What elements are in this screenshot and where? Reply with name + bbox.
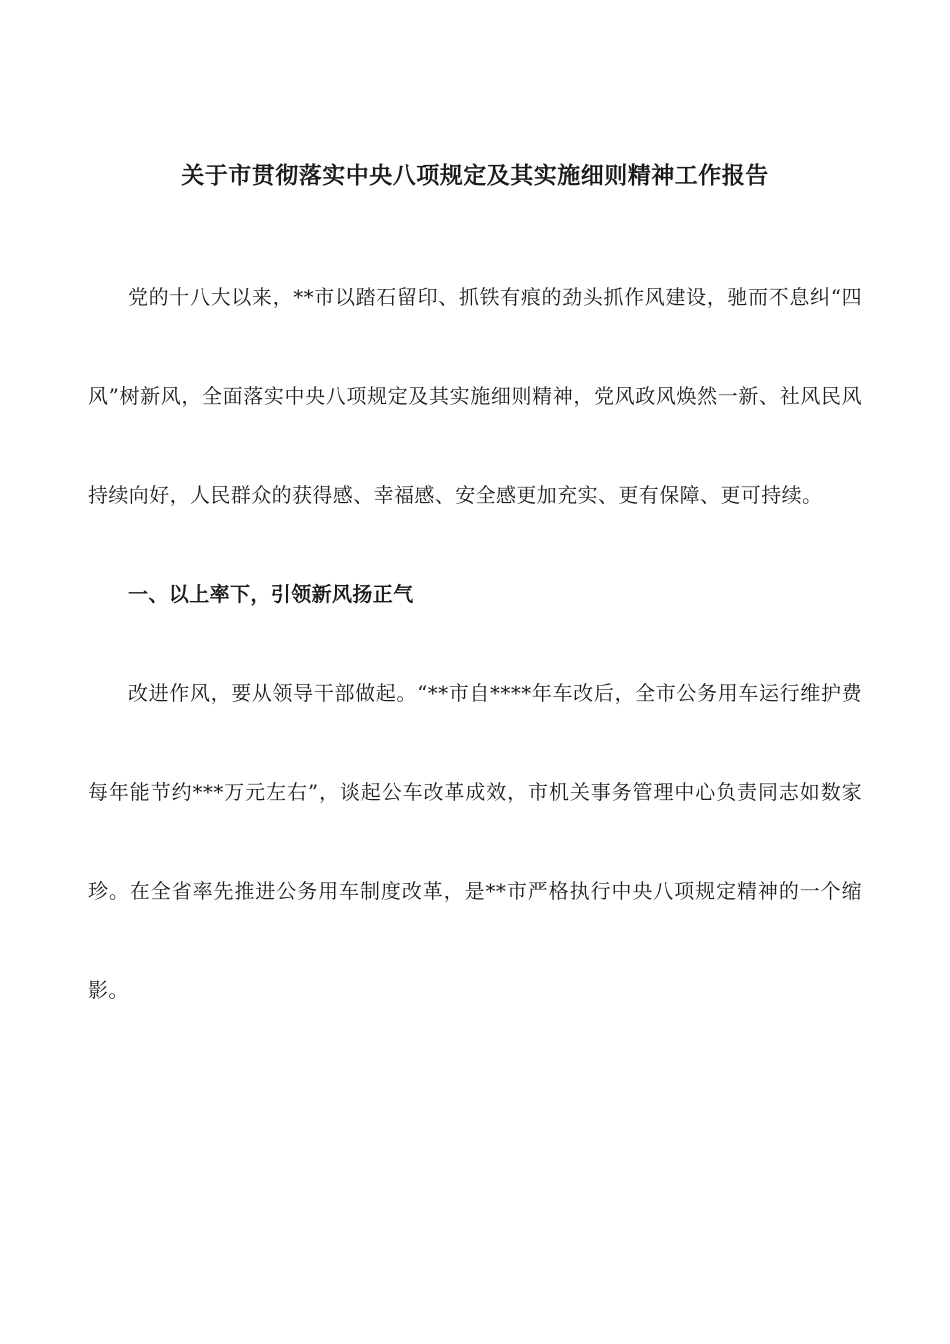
section-1-paragraph: 改进作风，要从领导干部做起。“**市自****年车改后，全市公务用车运行维护费每年能节约***万元左右”，谈起公车改革成效，市机关事务管理中心负责同志如数家珍。在全省率先推进公务用车制度改革，是**市严格执行中央八项规定精神的一个缩影。 <box>88 681 862 1002</box>
document-body <box>88 248 862 1040</box>
intro-paragraph: 党的十八大以来，**市以踏石留印、抓铁有痕的劲头抓作风建设，驰而不息纠“四风”树新风，全面落实中央八项规定及其实施细则精神，党风政风焕然一新、社风民风持续向好，人民群众的获得感、幸福感、安全感更加充实、更有保障、更可持续。 <box>88 285 862 507</box>
section-heading-1: 一、以上率下，引领新风扬正气 <box>128 582 414 606</box>
document-title: 关于市贯彻落实中央八项规定及其实施细则精神工作报告 <box>181 163 769 189</box>
